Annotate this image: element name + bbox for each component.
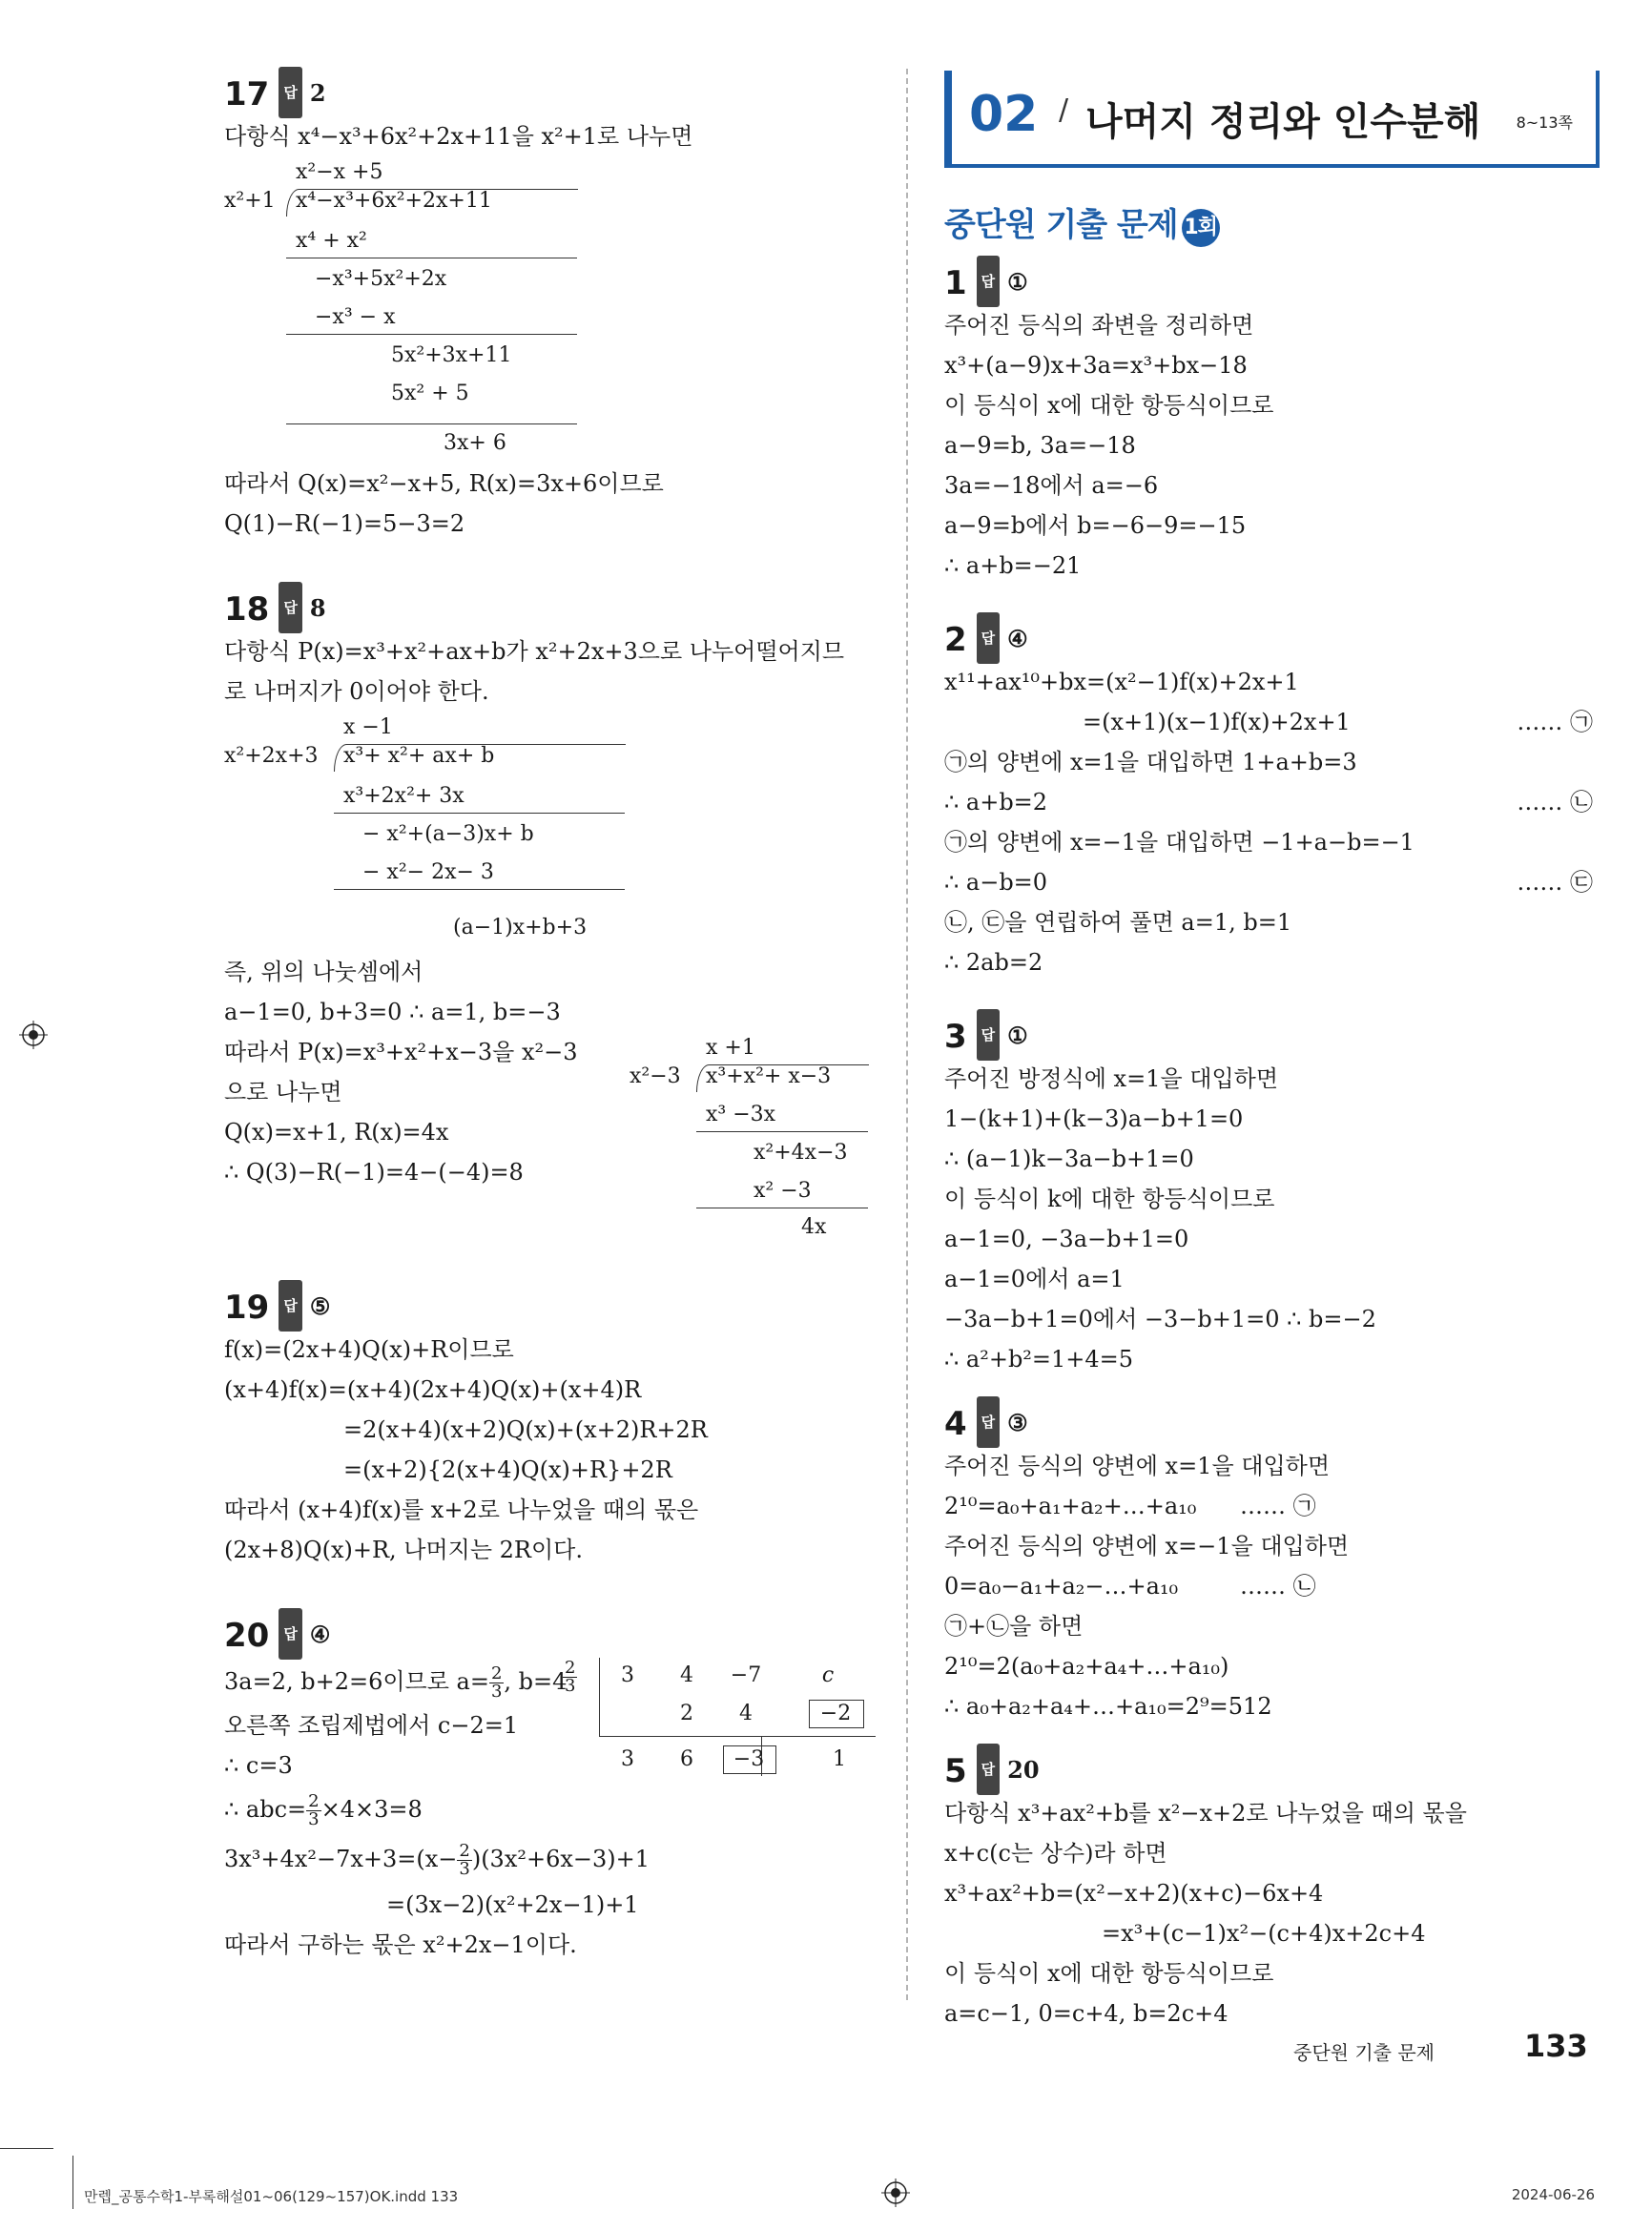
division-rule [286, 423, 577, 424]
text-line: x³+ax²+b=(x²−x+2)(x+c)−6x+4 [944, 1880, 1324, 1907]
text-part: 0=a₀−a₁+a₂−…+a₁₀ [944, 1573, 1179, 1600]
synth-cell: 6 [680, 1747, 693, 1771]
answer-value: 2 [309, 79, 326, 107]
division-step: −x³ − x [315, 305, 396, 329]
fraction [306, 1793, 320, 1828]
synth-divisor [563, 1660, 577, 1695]
answer-badge: 답 [279, 582, 302, 633]
text-line: 따라서 구하는 몫은 x²+2x−1이다. [224, 1931, 577, 1958]
division-divisor: x²−3 [630, 1064, 681, 1088]
text-line: =2(x+4)(x+2)Q(x)+(x+2)R+2R [343, 1416, 708, 1443]
division-divisor: x²+1 [224, 189, 276, 213]
text-line: ∴ a²+b²=1+4=5 [944, 1346, 1134, 1373]
text-line [944, 782, 1593, 822]
section-number: 02 [969, 86, 1039, 143]
fraction-denominator: 3 [565, 1676, 576, 1696]
text-line: Q(1)−R(−1)=5−3=2 [224, 510, 465, 537]
division-step: −x³+5x²+2x [315, 267, 447, 291]
equation-mark: …… ㉢ [1517, 869, 1593, 896]
synth-cell: 4 [680, 1663, 693, 1687]
text-line: x³+(a−9)x+3a=x³+bx−18 [944, 352, 1248, 379]
division-dividend: x³+x²+ x−3 [706, 1064, 832, 1088]
text-line: ∴ Q(3)−R(−1)=4−(−4)=8 [224, 1159, 524, 1186]
fraction-numerator: 2 [565, 1658, 576, 1678]
right-column [944, 256, 1593, 2034]
fraction [489, 1665, 504, 1701]
equation-mark: …… ㉡ [1517, 789, 1593, 816]
text-line: 주어진 방정식에 x=1을 대입하면 [944, 1065, 1279, 1092]
text-line: ∴ a+b=−21 [944, 552, 1082, 579]
text-line: =(x+2){2(x+4)Q(x)+R}+2R [343, 1456, 672, 1483]
text-line: ㉡, ㉢을 연립하여 풀면 a=1, b=1 [944, 909, 1292, 936]
synth-cell: c [821, 1663, 835, 1687]
division-step: x⁴ + x² [296, 229, 367, 253]
text-line: 으로 나누면 [224, 1079, 342, 1105]
synthetic-division [563, 1658, 878, 1801]
text-part: )(3x²+6x−3)+1 [471, 1846, 650, 1872]
text-line: a−1=0, −3a−b+1=0 [944, 1226, 1189, 1252]
text-line: x+c(c는 상수)라 하면 [944, 1840, 1167, 1867]
division-dividend: x³+ x²+ ax+ b [343, 744, 495, 768]
synth-hline [599, 1736, 876, 1737]
question-17 [224, 67, 873, 544]
text-line: ㉠의 양변에 x=1을 대입하면 1+a+b=3 [944, 749, 1357, 775]
answer-badge: 답 [977, 612, 1001, 664]
fraction-denominator: 3 [308, 1809, 320, 1829]
text-line [224, 1833, 873, 1885]
round-badge: 1회 [1182, 209, 1220, 247]
fraction-denominator: 3 [490, 1682, 503, 1702]
text-line: 로 나머지가 0이어야 한다. [224, 678, 489, 705]
crop-mark [0, 2148, 53, 2149]
division-divisor: x²+2x+3 [224, 744, 319, 768]
answer-value: ④ [309, 1621, 331, 1648]
text-line: 주어진 등식의 양변에 x=1을 대입하면 [944, 1453, 1331, 1479]
text-line: (2x+8)Q(x)+R, 나머지는 2R이다. [224, 1537, 583, 1563]
division-step: x³ −3x [706, 1103, 776, 1126]
equation-mark: …… ㉠ [1240, 1493, 1316, 1519]
division-step: x² −3 [754, 1179, 812, 1203]
text-line: a−9=b에서 b=−6−9=−15 [944, 512, 1247, 539]
text-line [944, 1566, 1593, 1606]
text-part: ×4×3=8 [320, 1796, 423, 1823]
division-quotient: x²−x +5 [296, 160, 383, 184]
text-line: 3a=−18에서 a=−6 [944, 472, 1159, 499]
question-4 [944, 1396, 1593, 1726]
text-part: , b=4 [504, 1668, 568, 1695]
print-date: 2024-06-26 [1511, 2186, 1595, 2203]
text-line: ㉠+㉡을 하면 [944, 1613, 1084, 1640]
division-rule [334, 889, 625, 890]
text-line: 다항식 x⁴−x³+6x²+2x+11을 x²+1로 나누면 [224, 123, 693, 150]
division-step: − x²− 2x− 3 [362, 860, 494, 884]
text-line: ∴ 2ab=2 [944, 949, 1043, 976]
question-5 [944, 1744, 1593, 2034]
question-number: 2 [944, 621, 967, 659]
text-line: 이 등식이 x에 대한 항등식이므로 [944, 1960, 1274, 1987]
text-line: 2¹⁰=2(a₀+a₂+a₄+…+a₁₀) [944, 1653, 1229, 1680]
synth-cell: −3 [733, 1747, 765, 1771]
registration-mark-icon [881, 2178, 910, 2207]
section-title: 나머지 정리와 인수분해 [1085, 100, 1481, 144]
synth-cell: 2 [680, 1702, 693, 1725]
division-rule [286, 334, 577, 335]
fraction [563, 1660, 577, 1695]
text-line: ∴ c=3 [224, 1752, 293, 1779]
question-number: 5 [944, 1752, 967, 1790]
answer-value: ③ [1007, 1409, 1028, 1436]
question-number: 3 [944, 1018, 967, 1056]
long-division-remainder [224, 423, 873, 464]
text-line: x¹¹+ax¹⁰+bx=(x²−1)f(x)+2x+1 [944, 669, 1299, 695]
answer-badge: 답 [977, 1009, 1001, 1061]
text-line: 주어진 등식의 양변에 x=−1을 대입하면 [944, 1533, 1350, 1559]
registration-mark-icon [19, 1021, 48, 1049]
footer-label: 중단원 기출 문제 [1293, 2041, 1435, 2064]
answer-value: ① [1007, 1022, 1028, 1049]
answer-badge: 답 [279, 1280, 302, 1332]
text-part: =(x+1)(x−1)f(x)+2x+1 [1083, 709, 1351, 735]
text-line: a−1=0에서 a=1 [944, 1266, 1125, 1292]
text-line [944, 702, 1593, 742]
division-rule [696, 1131, 868, 1132]
column-divider [906, 69, 908, 2000]
text-line: Q(x)=x+1, R(x)=4x [224, 1119, 449, 1146]
question-2 [944, 612, 1593, 982]
long-division-remainder [224, 912, 873, 952]
answer-badge: 답 [279, 67, 302, 118]
question-1 [944, 256, 1593, 586]
left-column [224, 67, 873, 1965]
question-number: 4 [944, 1405, 967, 1443]
division-step: x³+2x²+ 3x [343, 784, 465, 808]
division-step: 5x² + 5 [391, 382, 469, 405]
synth-cell: 3 [621, 1663, 634, 1687]
answer-value: 8 [309, 594, 326, 622]
text-part: 3x³+4x²−7x+3=(x− [224, 1846, 458, 1872]
text-line [944, 1486, 1593, 1526]
text-line: 따라서 Q(x)=x²−x+5, R(x)=3x+6이므로 [224, 470, 664, 497]
text-line: (x+4)f(x)=(x+4)(2x+4)Q(x)+(x+4)R [224, 1376, 642, 1403]
division-dividend: x⁴−x³+6x²+2x+11 [296, 189, 492, 213]
text-line: 주어진 등식의 좌변을 정리하면 [944, 312, 1254, 339]
crop-mark [72, 2156, 73, 2209]
synth-cell: 1 [833, 1747, 846, 1771]
division-step: (a−1)x+b+3 [453, 916, 588, 939]
answer-value: ④ [1007, 625, 1028, 652]
text-line: 오른쪽 조립제법에서 c−2=1 [224, 1712, 519, 1739]
answer-badge: 답 [977, 256, 1001, 307]
division-step: x²+4x−3 [754, 1141, 848, 1165]
text-line: f(x)=(2x+4)Q(x)+R이므로 [224, 1336, 514, 1363]
section-slash: / [1059, 93, 1069, 127]
text-part: 2¹⁰=a₀+a₁+a₂+…+a₁₀ [944, 1493, 1197, 1519]
text-line: =x³+(c−1)x²−(c+4)x+2c+4 [1102, 1920, 1426, 1947]
question-20 [224, 1608, 873, 1965]
subsection-title [944, 198, 1220, 247]
text-line: ∴ (a−1)k−3a−b+1=0 [944, 1146, 1194, 1172]
long-division-2 [630, 1032, 878, 1242]
text-line: a−1=0, b+3=0 ∴ a=1, b=−3 [224, 999, 561, 1025]
section-pages: 8~13쪽 [1516, 114, 1573, 132]
text-line: a=c−1, 0=c+4, b=2c+4 [944, 2000, 1229, 2027]
text-line: a−9=b, 3a=−18 [944, 432, 1136, 459]
answer-badge: 답 [977, 1396, 1001, 1448]
text-line: 따라서 (x+4)f(x)를 x+2로 나누었을 때의 몫은 [224, 1497, 699, 1523]
question-number: 18 [224, 590, 270, 629]
text-line: −3a−b+1=0에서 −3−b+1=0 ∴ b=−2 [944, 1306, 1376, 1332]
print-filename: 만렙_공통수학1-부록해설01~06(129~157)OK.indd 133 [84, 2188, 459, 2205]
synth-cell: −2 [819, 1702, 852, 1725]
synth-cell: 4 [739, 1702, 753, 1725]
text-line: =(3x−2)(x²+2x−1)+1 [386, 1891, 639, 1918]
text-part: ∴ abc= [224, 1796, 307, 1823]
text-part: ∴ a−b=0 [944, 869, 1048, 896]
text-line: 이 등식이 k에 대한 항등식이므로 [944, 1186, 1275, 1212]
fraction [457, 1843, 471, 1878]
text-line: 다항식 P(x)=x³+x²+ax+b가 x²+2x+3으로 나누어떨어지므 [224, 638, 845, 665]
fraction-numerator: 2 [459, 1841, 470, 1861]
question-number: 20 [224, 1617, 270, 1655]
page-number: 133 [1524, 2028, 1588, 2064]
division-step: 4x [801, 1215, 827, 1239]
division-step: 3x+ 6 [444, 431, 506, 455]
equation-mark: …… ㉠ [1517, 709, 1593, 735]
long-division [224, 156, 873, 423]
text-line: 다항식 x³+ax²+b를 x²−x+2로 나누었을 때의 몫을 [944, 1800, 1467, 1827]
answer-value: ⑤ [309, 1292, 331, 1320]
text-line: 이 등식이 x에 대한 항등식이므로 [944, 392, 1274, 419]
text-line: 1−(k+1)+(k−3)a−b+1=0 [944, 1105, 1244, 1132]
answer-badge: 답 [279, 1608, 302, 1660]
text-line: ∴ a₀+a₂+a₄+…+a₁₀=2⁹=512 [944, 1693, 1272, 1720]
answer-value: 20 [1007, 1756, 1040, 1784]
answer-badge: 답 [977, 1744, 1001, 1795]
fraction-denominator: 3 [459, 1859, 470, 1879]
question-3 [944, 1009, 1593, 1379]
answer-value: ① [1007, 268, 1028, 296]
text-line: ㉠의 양변에 x=−1을 대입하면 −1+a−b=−1 [944, 829, 1415, 856]
synth-cell: −7 [730, 1663, 762, 1687]
question-19 [224, 1280, 873, 1570]
division-rule [334, 813, 625, 814]
text-line: 즉, 위의 나눗셈에서 [224, 959, 423, 985]
fraction-numerator: 2 [308, 1791, 320, 1811]
division-quotient: x +1 [706, 1036, 755, 1060]
text-line [944, 862, 1593, 902]
question-number: 17 [224, 75, 270, 114]
division-quotient: x −1 [343, 715, 393, 739]
division-step: − x²+(a−3)x+ b [362, 822, 534, 846]
fraction-numerator: 2 [490, 1663, 503, 1683]
question-18 [224, 582, 873, 1239]
text-part: 3a=2, b+2=6이므로 a= [224, 1668, 489, 1695]
question-number: 19 [224, 1289, 270, 1327]
division-step: 5x²+3x+11 [391, 343, 512, 367]
equation-mark: …… ㉡ [1240, 1573, 1316, 1600]
section-header [944, 71, 1600, 168]
text-line: 따라서 P(x)=x³+x²+x−3을 x²−3 [224, 1039, 578, 1065]
question-number: 1 [944, 264, 967, 302]
long-division [224, 712, 873, 912]
text-part: ∴ a+b=2 [944, 789, 1048, 816]
subsection-label: 중단원 기출 문제 [944, 206, 1178, 244]
synth-cell: 3 [621, 1747, 634, 1771]
